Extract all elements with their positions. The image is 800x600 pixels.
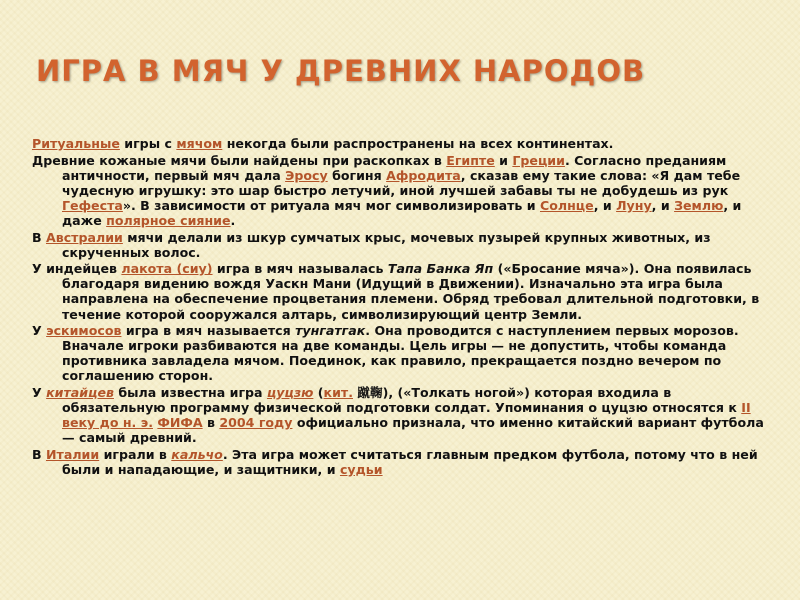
text-run: богиня	[327, 167, 387, 183]
text-link[interactable]: Афродита	[386, 167, 461, 183]
paragraph	[32, 136, 778, 151]
text-run: была известна игра	[113, 385, 267, 400]
text-link[interactable]: Гефеста	[62, 197, 123, 213]
paragraph	[32, 323, 778, 383]
text-run: , и	[651, 197, 675, 213]
text-run: У	[32, 385, 47, 400]
paragraph	[32, 153, 778, 228]
text-link[interactable]: цуцзю	[266, 385, 314, 400]
text-link[interactable]: эскимосов	[46, 323, 122, 339]
text-run: . Она проводится с наступлением первых морозов. Вначале игроки разбиваются на две команды. Цель игры — не допустить, чтобы команда противника завладела мячом. Поединок, как правило, прекращается поздно вечером по соглашению сторон.	[62, 323, 739, 384]
text-link[interactable]: кит.	[323, 385, 353, 400]
paragraph	[32, 230, 778, 260]
text-run: мячи делали из шкур сумчатых крыс, мочевых пузырей крупных животных, из скрученных волос.	[62, 229, 711, 260]
text-run: игра в мяч называется	[121, 323, 296, 339]
text-link[interactable]: мячом	[176, 136, 223, 151]
text-link[interactable]: полярное сияние	[106, 212, 231, 228]
paragraph	[32, 261, 778, 321]
text-link[interactable]: ФИФА	[157, 415, 203, 431]
text-run: некогда были распространены на всех континентах.	[222, 136, 614, 151]
text-run: , сказав ему такие слова: «Я дам тебе чудесную игрушку: это шар быстро летучий, иной лучшей забавы ты не добудешь из рук	[62, 167, 741, 198]
text-run: и	[494, 152, 513, 168]
text-link[interactable]: лакота (сиу)	[121, 261, 213, 277]
text-link[interactable]: Эросу	[285, 167, 328, 183]
text-run: Тапа Банка Яп	[387, 261, 494, 277]
text-run: тунгатгак	[295, 323, 366, 339]
text-link[interactable]: Солнце	[539, 197, 594, 213]
text-link[interactable]: Луну	[616, 197, 652, 213]
text-run: (	[313, 385, 324, 400]
text-run: играли в	[99, 446, 172, 462]
text-run: в	[202, 415, 220, 431]
text-link[interactable]: 2004 году	[219, 415, 293, 431]
text-run: игры с	[119, 136, 177, 151]
paragraph	[32, 385, 778, 445]
text-run: В	[32, 229, 46, 245]
slide-body	[32, 136, 778, 479]
text-link[interactable]: кальчо	[171, 446, 223, 462]
text-run: 蹴鞠), («Толкать ногой») которая входила в обязательную программу физической подготовки солдат. Упоминания о цуцзю относятся к	[62, 385, 742, 416]
text-run: . Согласно преданиям античности, первый мяч дала	[62, 152, 727, 183]
text-run: , и	[593, 197, 617, 213]
text-link[interactable]: Египте	[446, 152, 495, 168]
text-run: У индейцев	[32, 261, 122, 277]
text-link[interactable]: Греции	[512, 152, 565, 168]
slide-title: ИГРА В МЯЧ У ДРЕВНИХ НАРОДОВ	[36, 54, 646, 88]
paragraph	[32, 447, 778, 477]
text-run: («Бросание мяча»). Она появилась благодаря видению вождя Уаскн Мани (Идущий в Движении). Изначально эта игра была направлена на обеспечение процветания племени. Обряд требовал длительной подготовки, в течение которой сооружался алтарь, символизирующий центр Земли.	[62, 261, 760, 322]
text-run: официально признала, что именно китайский вариант футбола — самый древний.	[62, 415, 764, 446]
text-link[interactable]: китайцев	[46, 385, 114, 400]
text-run: игра в мяч называлась	[212, 261, 388, 277]
text-link[interactable]: Австралии	[45, 229, 123, 245]
text-run: У	[32, 323, 47, 339]
text-link[interactable]: Землю	[674, 197, 724, 213]
text-run: .	[230, 212, 236, 228]
text-run: В	[32, 446, 46, 462]
text-run: ». В зависимости от ритуала мяч мог символизировать и	[122, 197, 540, 213]
text-link[interactable]: Ритуальные	[32, 136, 120, 151]
text-link[interactable]: II веку до н. э.	[62, 400, 751, 431]
text-link[interactable]: судьи	[339, 461, 383, 477]
text-run: Древние кожаные мячи были найдены при раскопках в	[32, 152, 447, 168]
text-run: , и даже	[62, 197, 742, 228]
text-run: . Эта игра может считаться главным предком футбола, потому что в ней были и нападающие, и защитники, и	[62, 446, 758, 477]
text-link[interactable]: Италии	[45, 446, 100, 462]
